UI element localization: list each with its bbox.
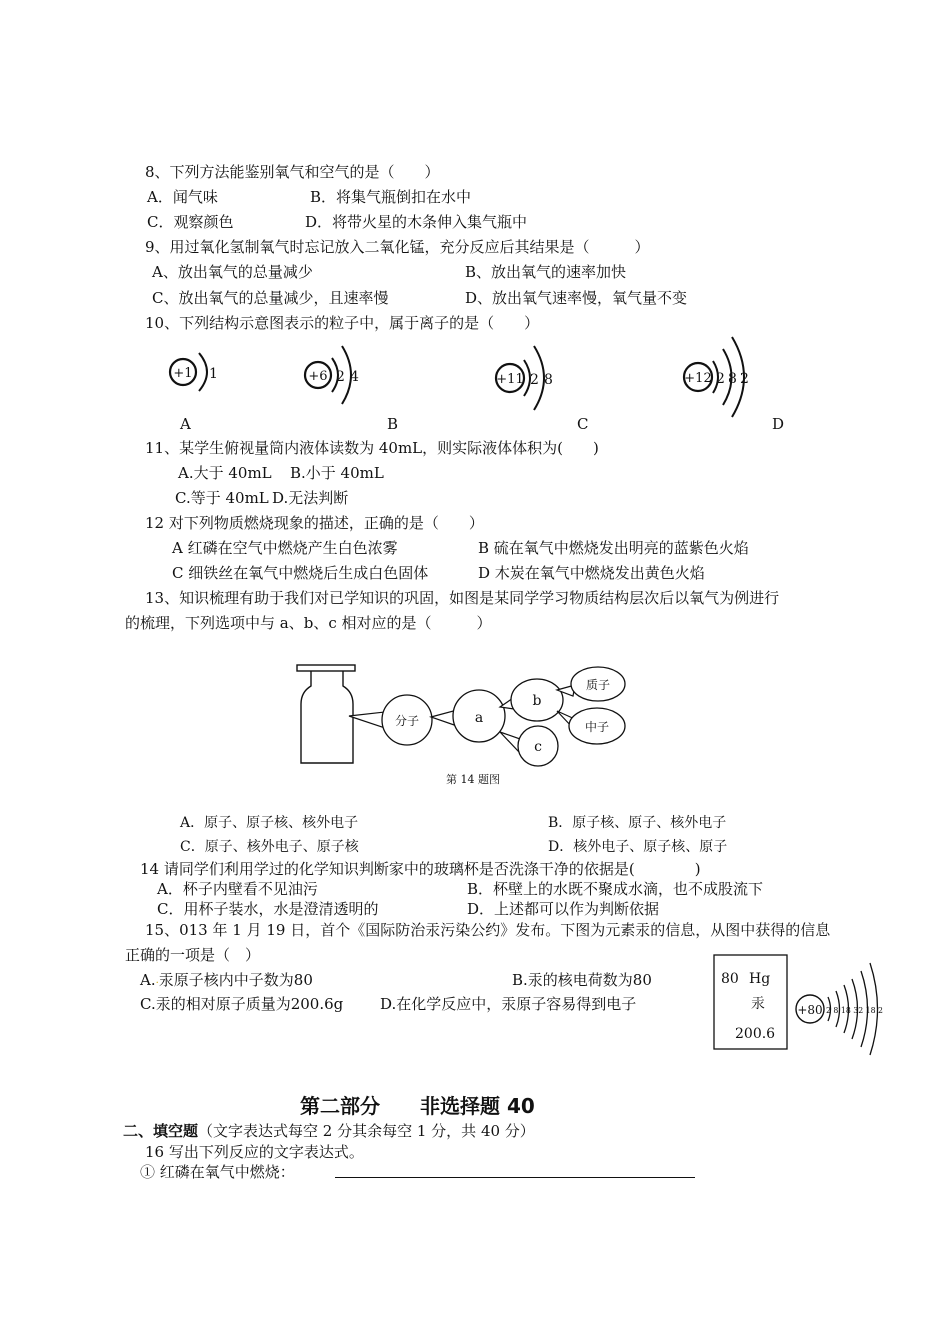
q12-option-d: D 木炭在氧气中燃烧发出黄色火焰 [478,564,705,582]
q8-option-c: C．观察颜色 [147,213,234,231]
q11-option-d: D.无法判断 [272,489,349,507]
q15-stem-line2: 正确的一项是（ ） [125,946,261,964]
atom-diagram-a [165,345,225,405]
answer-blank-line[interactable] [335,1177,695,1178]
proton-label: 质子 [585,678,611,692]
q15-option-a-letter: A. [140,971,156,989]
q13-stem-line2: 的梳理，下列选项中与 a、b、c 相对应的是（ ） [125,614,492,632]
label-d: D [772,415,785,433]
nucleus-c: +11 [496,372,524,387]
label-b: B [387,415,399,433]
shell-d-3: 2 [740,371,749,387]
shell-b-2: 4 [350,369,359,385]
nucleus-a: +1 [173,366,193,381]
nucleus-b: +6 [308,369,328,384]
q14-option-a: A．杯子内壁看不见油污 [157,880,318,898]
label-c: C [577,415,589,433]
q10-stem: 10、下列结构示意图表示的粒子中，属于离子的是（ ） [145,314,540,332]
q11-option-c: C.等于 40mL [175,489,269,507]
atomic-number: 80 [721,971,739,987]
q16-item-1: ① 红磷在氧气中燃烧： [140,1163,295,1181]
q14-option-b: B．杯壁上的水既不聚成水滴，也不成股流下 [467,880,764,898]
q14-stem: 14 请同学们利用学过的化学知识判断家中的玻璃杯是否洗涤干净的依据是( ) [140,860,701,878]
atom-diagram-b [300,340,380,420]
q14-option-c: C．用杯子装水，水是澄清透明的 [157,900,379,918]
node-c: c [534,739,542,755]
node-a: a [474,710,484,726]
q11-option-b: B.小于 40mL [290,464,384,482]
shell-c-2: 8 [544,372,553,388]
q14-option-d: D．上述都可以作为判断依据 [467,900,660,918]
q9-option-a: A、放出氧气的总量减少 [152,263,313,281]
q11-option-a: A.大于 40mL [178,464,272,482]
q15-option-d: D.在化学反应中，汞原子容易得到电子 [380,995,637,1013]
element-name: 汞 [751,996,765,1012]
q15-option-c: C.汞的相对原子质量为200.6g [140,995,344,1013]
q8-option-a: A．闻气味 [147,188,218,206]
q12-option-b: B 硫在氧气中燃烧发出明亮的蓝紫色火焰 [478,539,749,557]
q13-option-a: A．原子、原子核、核外电子 [180,815,359,831]
q11-stem: 11、某学生俯视量筒内液体读数为 40mL，则实际液体体积为( ) [145,439,599,457]
q16-stem: 16 写出下列反应的文字表达式。 [145,1143,364,1161]
q9-option-b: B、放出氧气的速率加快 [465,263,627,281]
q15-option-b: B.汞的核电荷数为80 [512,971,652,989]
nucleus-d: +12 [684,371,712,386]
neutron-label: 中子 [584,720,610,734]
q15-option-a [140,970,313,991]
q12-option-c: C 细铁丝在氧气中燃烧后生成白色固体 [172,564,429,582]
shell-a-1: 1 [209,366,218,382]
q9-stem: 9、用过氧化氢制氧气时忘记放入二氧化锰，充分反应后其结果是（ ） [145,238,650,256]
q8-stem: 8、下列方法能鉴别氧气和空气的是（ ） [145,163,440,181]
atom-diagram-c [490,340,570,420]
part2-title: 第二部分 非选择题 40 [300,1094,535,1118]
section-title: 二、填空题 [123,1122,199,1140]
structure-diagram [295,660,635,795]
q13-option-b: B．原子核、原子、核外电子 [548,815,727,831]
q9-option-c: C、放出氧气的总量减少，且速率慢 [152,289,389,307]
shell-b-1: 2 [336,369,345,385]
shell-d-1: 2 [716,371,725,387]
atom-diagram-d [680,335,790,420]
marker-dot: . [155,975,159,986]
q13-option-d: D．核外电子、原子核、原子 [548,839,728,855]
mercury-element-card [713,953,893,1053]
mercury-shells: 2 8 18 32 18 2 [826,1006,883,1015]
label-a: A [180,415,191,433]
diagram-caption: 第 14 题图 [446,773,500,786]
q8-option-d: D．将带火星的木条伸入集气瓶中 [305,213,528,231]
q12-stem: 12 对下列物质燃烧现象的描述，正确的是（ ） [145,514,484,532]
q9-option-d: D、放出氧气速率慢，氧气量不变 [465,289,688,307]
element-symbol: Hg [749,971,771,987]
q13-option-c: C．原子、核外电子、原子核 [180,839,359,855]
mercury-nucleus: +80 [797,1003,823,1017]
q15-option-a-text: 汞原子核内中子数为80 [158,971,313,989]
section-heading [123,1121,535,1141]
atomic-mass: 200.6 [735,1026,776,1042]
q12-option-a: A 红磷在空气中燃烧产生白色浓雾 [172,539,398,557]
q8-option-b: B．将集气瓶倒扣在水中 [310,188,472,206]
shell-c-1: 2 [530,372,539,388]
node-b: b [532,693,542,709]
molecule-label: 分子 [394,714,420,728]
section-note: （文字表达式每空 2 分其余每空 1 分，共 40 分） [198,1122,535,1140]
q15-stem-line1: 15、013 年 1 月 19 日，首个《国际防治汞污染公约》发布。下图为元素汞的信息，从图中获得的信息 [145,921,831,939]
q13-stem-line1: 13、知识梳理有助于我们对已学知识的巩固，如图是某同学学习物质结构层次后以氧气为例进行 [145,589,780,607]
shell-d-2: 8 [728,371,737,387]
